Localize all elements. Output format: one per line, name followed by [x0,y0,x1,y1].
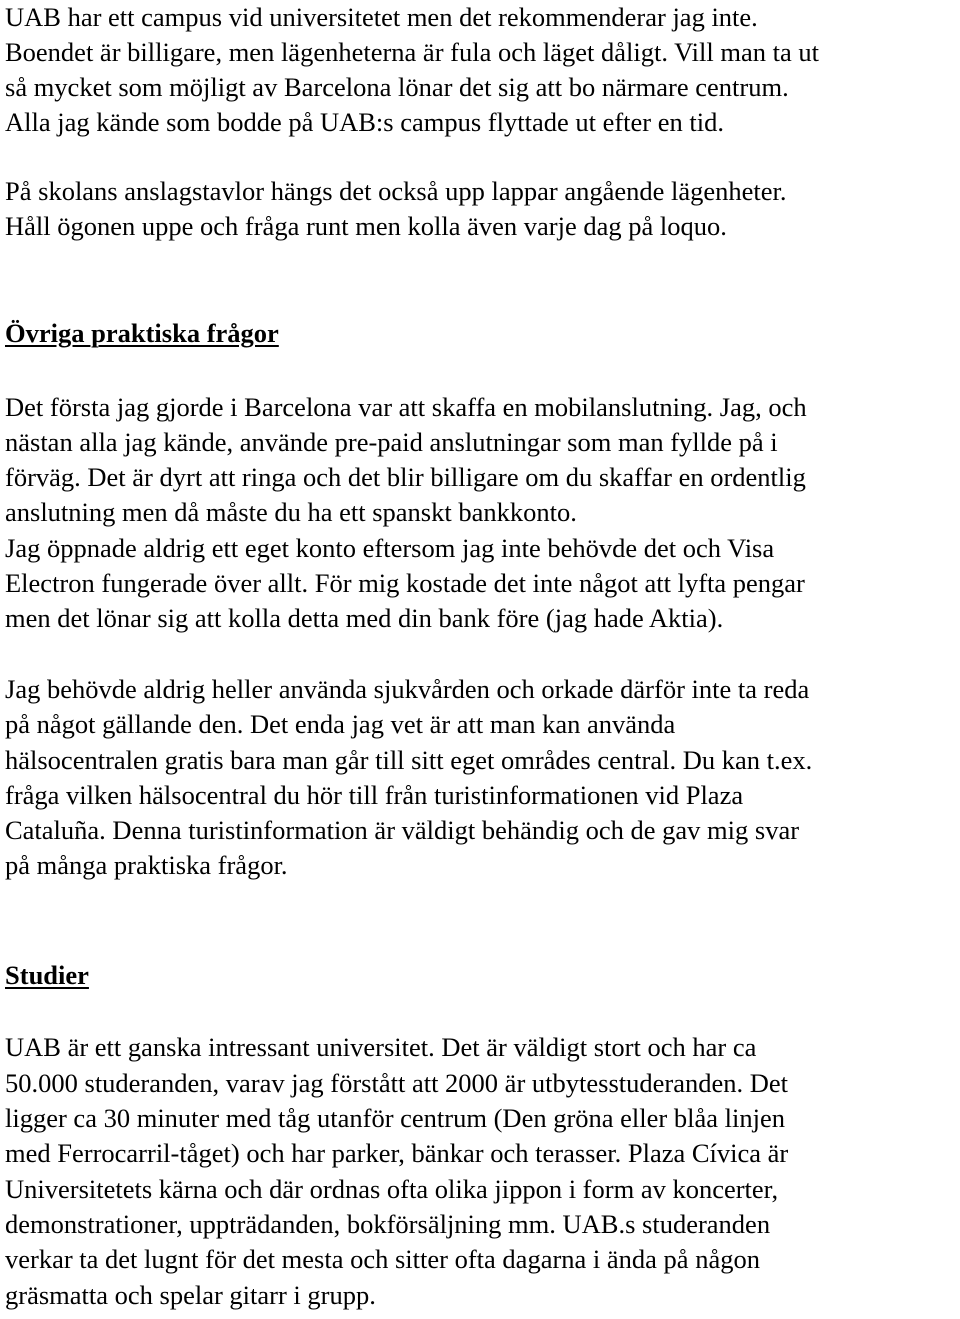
section-heading-studier: Studier [5,960,89,990]
text-line: Det första jag gjorde i Barcelona var att skaffa en mobilanslutning. Jag, och [5,392,807,422]
text-line: fråga vilken hälsocentral du hör till från turistinformationen vid Plaza [5,780,744,810]
text-line: Universitetets kärna och där ordnas ofta olika jippon i form av koncerter, [5,1174,779,1204]
text-line: Jag behövde aldrig heller använda sjukvården och orkade därför inte ta reda [5,674,810,704]
text-line: verkar ta det lugnt för det mesta och sitter ofta dagarna i ända på någon [5,1244,760,1274]
text-line: UAB är ett ganska intressant universitet. Det är väldigt stort och har ca [5,1032,757,1062]
text-line: ligger ca 30 minuter med tåg utanför centrum (Den gröna eller blåa linjen [5,1103,785,1133]
text-line: Electron fungerade över allt. För mig kostade det inte något att lyfta pengar [5,568,805,598]
text-line: hälsocentralen gratis bara man går till sitt eget områdes central. Du kan t.ex. [5,745,813,775]
text-line: så mycket som möjligt av Barcelona lönar det sig att bo närmare centrum. [5,72,789,102]
text-line: På skolans anslagstavlor hängs det också upp lappar angående lägenheter. [5,176,787,206]
text-line: Cataluña. Denna turistinformation är väldigt behändig och de gav mig svar [5,815,800,845]
text-line: Alla jag kände som bodde på UAB:s campus flyttade ut efter en tid. [5,107,724,137]
text-line: Jag öppnade aldrig ett eget konto eftersom jag inte behövde det och Visa [5,533,775,563]
text-line: UAB har ett campus vid universitetet men det rekommenderar jag inte. [5,2,758,32]
text-line: med Ferrocarril-tåget) och har parker, bänkar och terasser. Plaza Cívica är [5,1138,789,1168]
section-heading-ovriga: Övriga praktiska frågor [5,318,279,348]
text-line: på något gällande den. Det enda jag vet är att man kan använda [5,709,676,739]
text-line: Boendet är billigare, men lägenheterna är fula och läget dåligt. Vill man ta ut [5,37,819,67]
text-line: gräsmatta och spelar gitarr i grupp. [5,1280,376,1310]
text-line: 50.000 studeranden, varav jag förstått att 2000 är utbytesstuderanden. Det [5,1068,788,1098]
text-line: men det lönar sig att kolla detta med din bank före (jag hade Aktia). [5,603,724,633]
text-line: anslutning men då måste du ha ett spanskt bankkonto. [5,497,577,527]
text-line: Håll ögonen uppe och fråga runt men kolla även varje dag på loquo. [5,211,727,241]
text-line: demonstrationer, uppträdanden, bokförsäljning mm. UAB.s studeranden [5,1209,771,1239]
text-line: nästan alla jag kände, använde pre-paid anslutningar som man fyllde på i [5,427,778,457]
text-line: på många praktiska frågor. [5,850,288,880]
text-line: förväg. Det är dyrt att ringa och det blir billigare om du skaffar en ordentlig [5,462,806,492]
